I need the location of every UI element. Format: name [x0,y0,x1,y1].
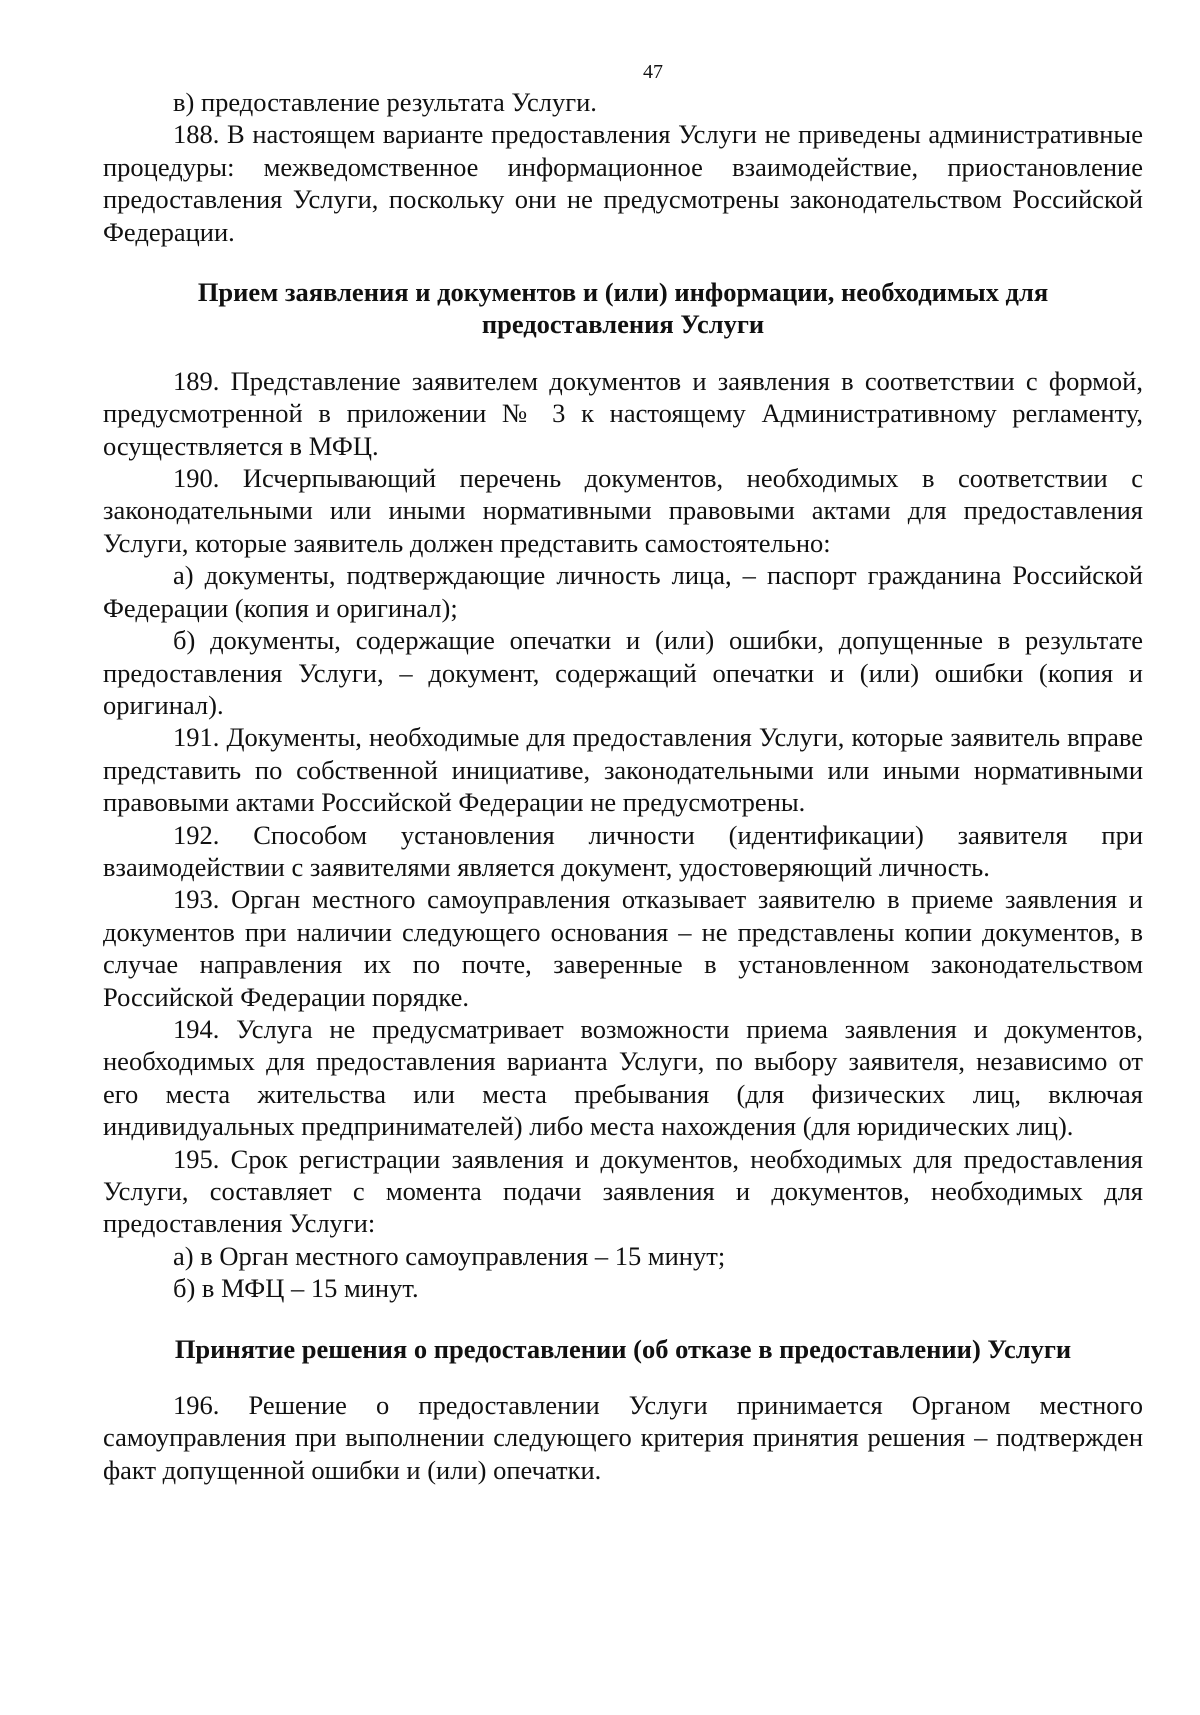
paragraph-190-item-b: б) документы, содержащие опечатки и (или) ошибки, допущенные в результате предоставления Услуги, – документ, содержащий опечатки и (или) ошибки (копия и оригинал). [103,625,1143,720]
section-heading-decision: Принятие решения о предоставлении (об отказе в предоставлении) Услуги [174,1333,1072,1364]
paragraph-188: 188. В настоящем варианте предоставления Услуги не приведены административные процедуры: межведомственное информационное взаимодействие, приостановление предоставления Услуги, поскольку они не предусмотрены законодательством Российской Федерации. [103,119,1143,247]
paragraph-191: 191. Документы, необходимые для предоставления Услуги, которые заявитель вправе представить по собственной инициативе, законодательными или иными нормативными правовыми актами Российской Федерации не предусмотрены. [103,722,1143,818]
paragraph-193: 193. Орган местного самоуправления отказывает заявителю в приеме заявления и документов при наличии следующего основания – не представлены копии документов, в случае направления их по почте, заверенные в установленном законодательством Российской Федерации порядке. [103,884,1143,1012]
spacer [103,341,1143,365]
paragraph-195: 195. Срок регистрации заявления и документов, необходимых для предоставления Услуги, составляет с момента подачи заявления и документов, необходимых для предоставления Услуги: [103,1143,1143,1239]
paragraph-195-item-b: б) в МФЦ – 15 минут. [173,1273,419,1304]
page-number: 47 [643,61,663,83]
paragraph-194: 194. Услуга не предусматривает возможности приема заявления и документов, необходимых для предоставления варианта Услуги, по выбору заявителя, независимо от его места жительства или места пребывания (для физических лиц, включая индивидуальных предпринимателей) либо места нахождения (для юридических лиц). [103,1013,1143,1142]
spacer [103,1365,1143,1389]
spacer [103,248,1143,276]
document-page [103,60,1143,1486]
paragraph-190-item-a: а) документы, подтверждающие личность лица, – паспорт гражданина Российской Федерации (копия и оригинал); [103,560,1143,623]
paragraph-189: 189. Представление заявителем документов и заявления в соответствии с формой, предусмотренной в приложении № 3 к настоящему Административному регламенту, осуществляется в МФЦ. [103,365,1143,461]
paragraph-195-item-a: а) в Орган местного самоуправления – 15 минут; [173,1240,726,1271]
paragraph-190: 190. Исчерпывающий перечень документов, необходимых в соответствии с законодательными или иными нормативными правовыми актами для предоставления Услуги, которые заявитель должен представить самостоятельно: [103,463,1143,558]
paragraph-item-v: в) предоставление результата Услуги. [173,87,597,117]
paragraph-192: 192. Способом установления личности (идентификации) заявителя при взаимодействии с заявителями является документ, удостоверяющий личность. [103,819,1143,882]
section-heading-application-intake: Прием заявления и документов и (или) информации, необходимых для предоставления Услуги [197,277,1049,340]
paragraph-196: 196. Решение о предоставлении Услуги принимается Органом местного самоуправления при выполнении следующего критерия принятия решения – подтвержден факт допущенной ошибки и (или) опечатки. [103,1390,1143,1485]
spacer [103,1305,1143,1333]
